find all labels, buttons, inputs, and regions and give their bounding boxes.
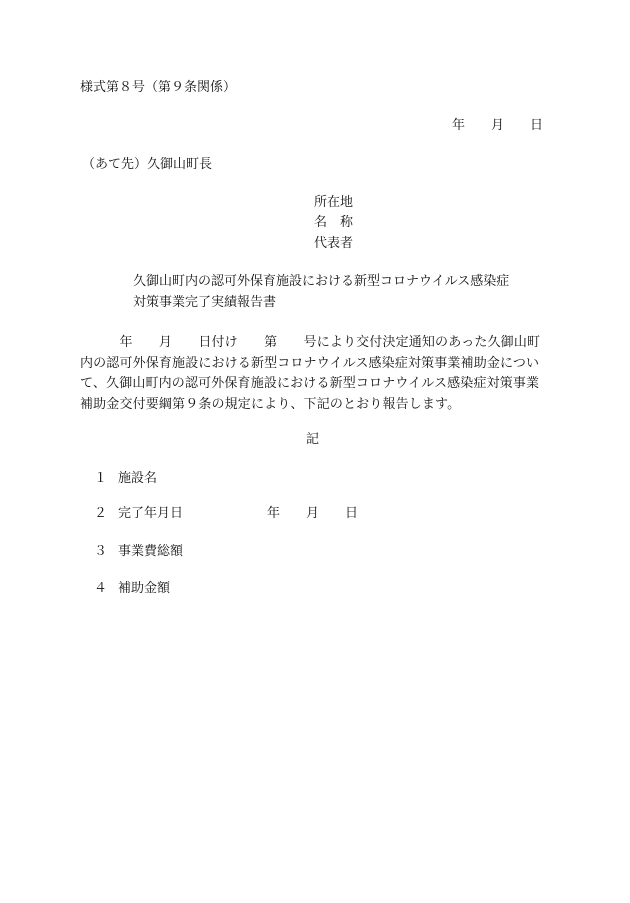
form-number-heading: 様式第８号（第９条関係） [80, 80, 237, 95]
item-number: １ [94, 471, 108, 486]
submission-date-line [452, 117, 543, 135]
addressee: （あて先）久御山町長 [82, 157, 213, 172]
list-item-facility-name [94, 470, 157, 488]
sender-location-label: 所在地 [314, 195, 354, 210]
sender-name-label: 名 称 [314, 215, 354, 230]
item-number: ２ [94, 506, 108, 521]
list-item-completion-date [94, 505, 358, 523]
item-label: 補助金額 [118, 581, 171, 596]
sender-representative-label: 代表者 [314, 236, 354, 251]
item-label: 完了年月日 [118, 506, 184, 521]
date-year-label: 年 [452, 118, 466, 133]
item-number: ３ [94, 544, 108, 559]
date-month-label: 月 [491, 118, 505, 133]
report-body-paragraph: 年 月 日付け 第 号により交付決定通知のあった久御山町内の認可外保育施設における新型コロナウイルス感染症対策事業補助金について、久御山町内の認可外保育施設における新型コロナウイルス感染症対策事業補助金交付要綱第９条の規定により、下記のとおり報告します。 [80, 335, 541, 412]
item-label: 施設名 [118, 471, 158, 486]
list-item-total-cost [94, 543, 183, 561]
list-item-subsidy-amount [94, 580, 170, 598]
ki-heading: 記 [306, 432, 320, 447]
report-title-line1: 久御山町内の認可外保育施設における新型コロナウイルス感染症 [133, 274, 510, 289]
report-title-line2: 対策事業完了実績報告書 [133, 295, 277, 310]
date-day-label: 日 [530, 118, 544, 133]
item-label: 事業費総額 [118, 544, 184, 559]
item-value: 年 月 日 [267, 506, 359, 521]
item-number: ４ [94, 581, 108, 596]
